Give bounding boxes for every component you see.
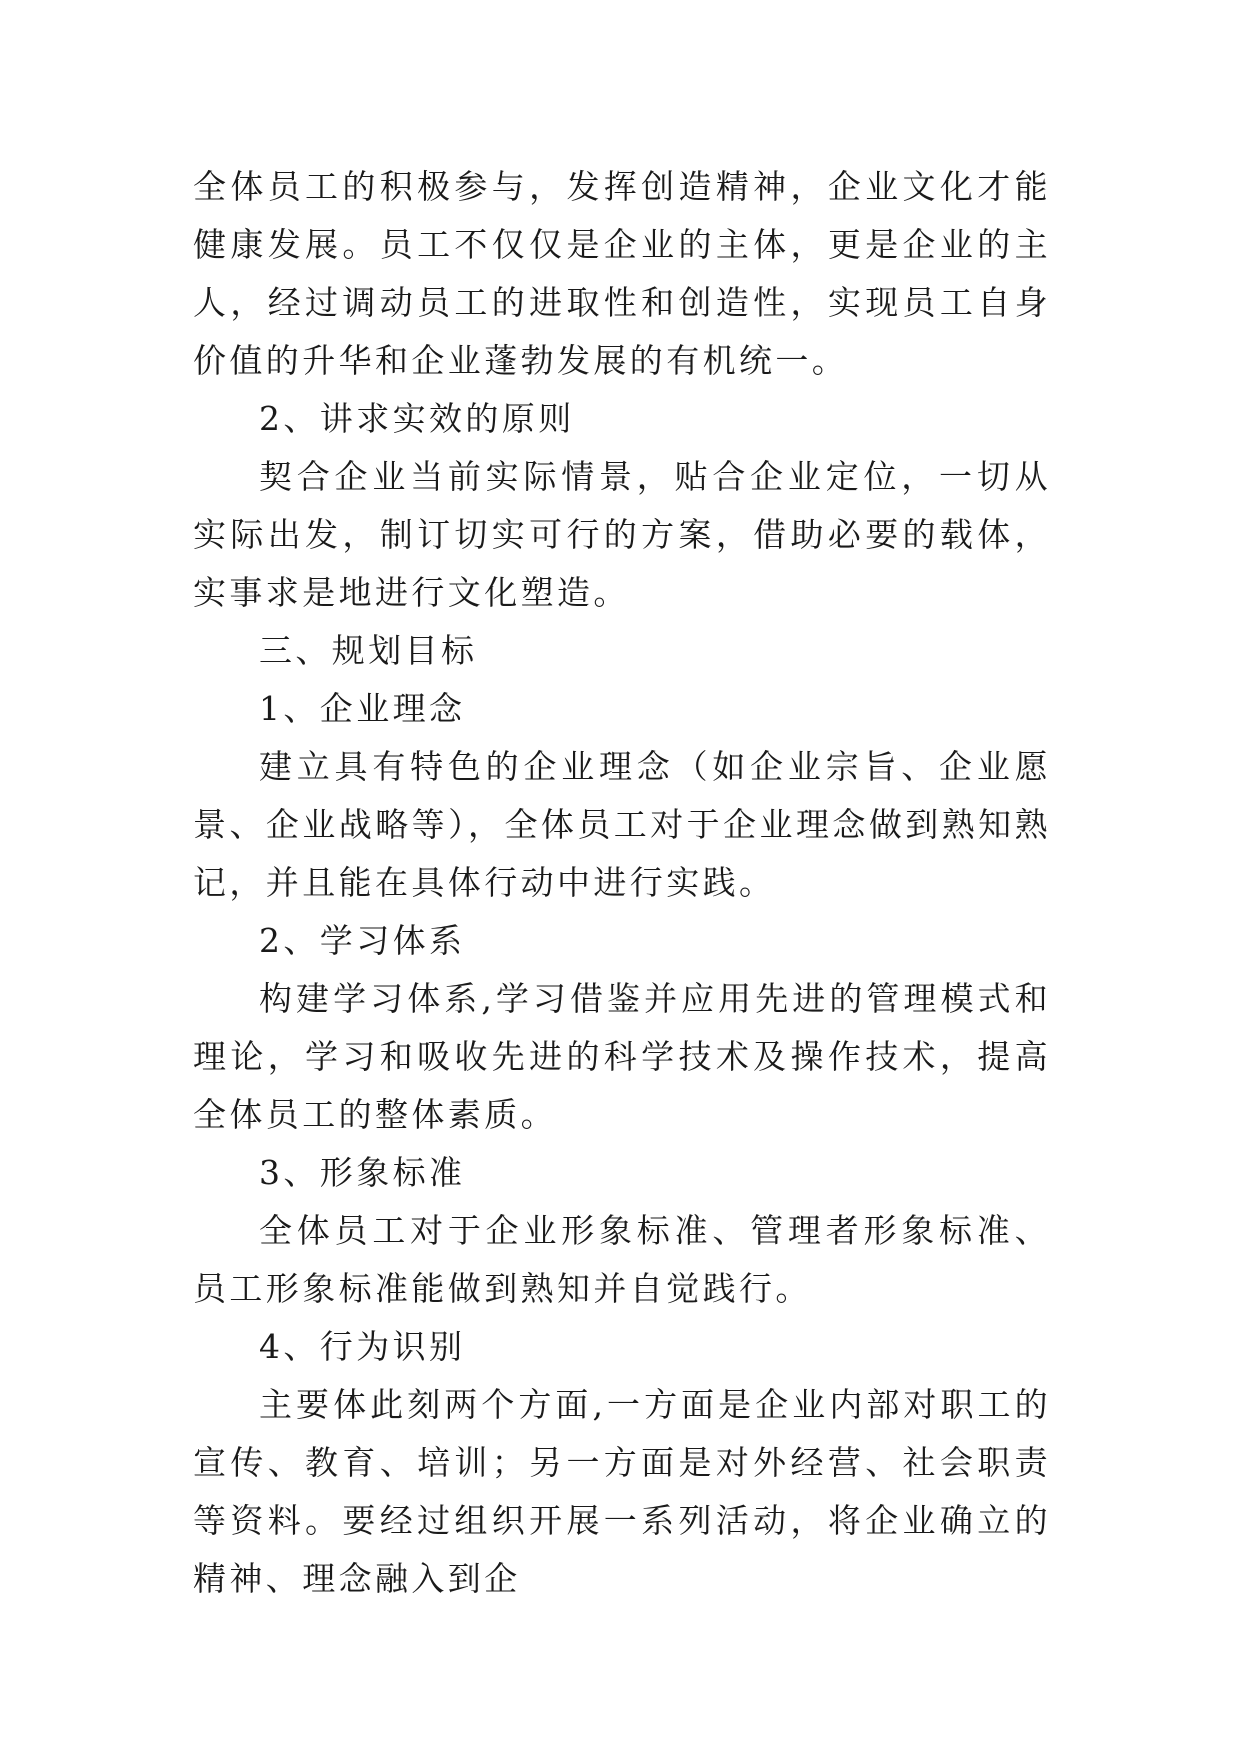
paragraph-goal-3: 全体员工对于企业形象标准、管理者形象标准、员工形象标准能做到熟知并自觉践行。 — [193, 1211, 1051, 1308]
heading-goal-4: 4、行为识别 — [259, 1327, 466, 1366]
heading-principle-2: 2、讲求实效的原则 — [259, 399, 575, 438]
heading-goal-3: 3、形象标准 — [259, 1153, 466, 1192]
paragraph-goal-1: 建立具有特色的企业理念（如企业宗旨、企业愿景、企业战略等），全体员工对于企业理念做到熟知熟记，并且能在具体行动中进行实践。 — [193, 747, 1051, 902]
heading-goal-2: 2、学习体系 — [259, 921, 466, 960]
paragraph-continuation: 全体员工的积极参与，发挥创造精神，企业文化才能健康发展。员工不仅仅是企业的主体，更是企业的主人，经过调动员工的进取性和创造性，实现员工自身价值的升华和企业蓬勃发展的有机统一。 — [193, 167, 1051, 380]
document-body — [193, 158, 1051, 1608]
heading-section-3: 三、规划目标 — [259, 631, 478, 670]
heading-goal-1: 1、企业理念 — [259, 689, 466, 728]
paragraph-goal-2: 构建学习体系,学习借鉴并应用先进的管理模式和理论，学习和吸收先进的科学技术及操作技术，提高全体员工的整体素质。 — [193, 979, 1051, 1134]
paragraph-goal-4: 主要体此刻两个方面,一方面是企业内部对职工的宣传、教育、培训；另一方面是对外经营、社会职责等资料。要经过组织开展一系列活动，将企业确立的精神、理念融入到企 — [193, 1385, 1051, 1598]
paragraph-principle-2: 契合企业当前实际情景，贴合企业定位，一切从实际出发，制订切实可行的方案，借助必要的载体，实事求是地进行文化塑造。 — [193, 457, 1051, 612]
